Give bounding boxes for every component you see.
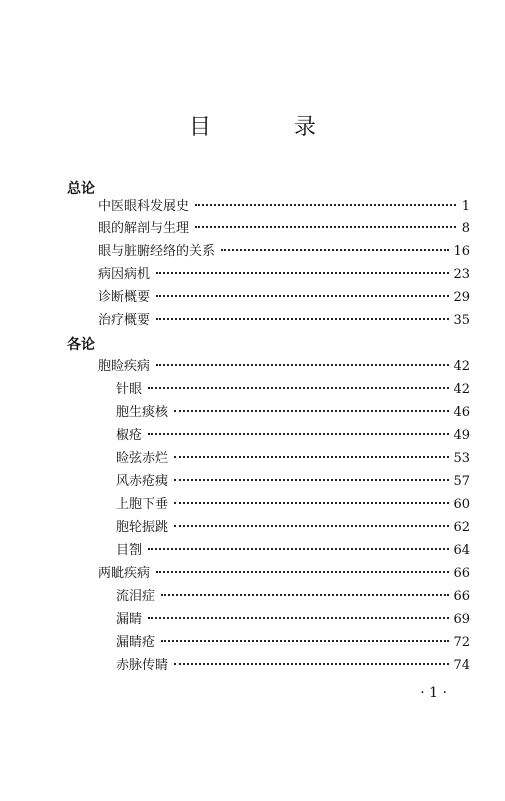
toc-entry-label: 两眦疾病	[98, 566, 151, 581]
toc-entry-page: 42	[453, 359, 470, 374]
leader-dots	[148, 387, 449, 389]
toc-entry[interactable]	[116, 611, 470, 629]
toc-entry-label: 病因病机	[98, 267, 151, 282]
toc-entry-page: 46	[453, 405, 470, 420]
section-heading-general: 总论	[67, 181, 95, 197]
toc-entry-label: 针眼	[116, 382, 143, 397]
toc-entry-page: 23	[453, 267, 470, 282]
leader-dots	[174, 663, 449, 665]
toc-entry[interactable]	[116, 496, 470, 514]
page-number: · 1 ·	[420, 685, 447, 701]
leader-dots	[156, 364, 449, 366]
leader-dots	[156, 318, 449, 320]
toc-entry[interactable]	[116, 634, 470, 652]
toc-entry[interactable]	[116, 542, 470, 560]
toc-entry[interactable]	[98, 565, 470, 583]
section-heading-specific: 各论	[67, 337, 95, 353]
toc-entry-page: 16	[453, 244, 470, 259]
leader-dots	[156, 571, 449, 573]
leader-dots	[195, 226, 456, 228]
toc-entry-label: 胞轮振跳	[116, 520, 169, 535]
toc-entry-page: 1	[461, 199, 470, 214]
toc-entry-label: 中医眼科发展史	[98, 199, 190, 214]
toc-entry-label: 漏睛疮	[116, 635, 156, 650]
toc-entry[interactable]	[116, 404, 470, 422]
toc-entry-label: 眼与脏腑经络的关系	[98, 244, 216, 259]
toc-entry-label: 风赤疮痍	[116, 474, 169, 489]
leader-dots	[148, 433, 449, 435]
toc-entry[interactable]	[98, 243, 470, 261]
toc-entry[interactable]	[98, 312, 470, 330]
toc-entry-page: 69	[453, 612, 470, 627]
toc-entry[interactable]	[116, 450, 470, 468]
leader-dots	[174, 410, 449, 412]
leader-dots	[174, 456, 449, 458]
leader-dots	[195, 204, 456, 206]
toc-entry-page: 42	[453, 382, 470, 397]
toc-entry-page: 66	[453, 566, 470, 581]
toc-entry[interactable]	[98, 198, 470, 216]
toc-entry[interactable]	[116, 473, 470, 491]
toc-entry[interactable]	[98, 289, 470, 307]
toc-entry[interactable]	[116, 519, 470, 537]
toc-entry-label: 胞睑疾病	[98, 359, 151, 374]
leader-dots	[156, 272, 449, 274]
toc-entry-label: 胞生痰核	[116, 405, 169, 420]
leader-dots	[161, 594, 449, 596]
toc-entry[interactable]	[116, 588, 470, 606]
toc-entry-label: 治疗概要	[98, 313, 151, 328]
leader-dots	[221, 249, 449, 251]
toc-entry[interactable]	[98, 220, 470, 238]
toc-entry-page: 8	[461, 221, 470, 236]
toc-entry-page: 29	[453, 290, 470, 305]
toc-entry-label: 诊断概要	[98, 290, 151, 305]
toc-entry-page: 66	[453, 589, 470, 604]
toc-entry-label: 睑弦赤烂	[116, 451, 169, 466]
toc-entry-label: 赤脉传睛	[116, 658, 169, 673]
toc-entry-page: 53	[453, 451, 470, 466]
toc-entry-label: 椒疮	[116, 428, 143, 443]
toc-entry-label: 流泪症	[116, 589, 156, 604]
toc-entry-label: 漏睛	[116, 612, 143, 627]
leader-dots	[156, 295, 449, 297]
leader-dots	[174, 502, 449, 504]
toc-entry-page: 49	[453, 428, 470, 443]
toc-entry-page: 35	[453, 313, 470, 328]
toc-entry[interactable]	[98, 266, 470, 284]
leader-dots	[174, 525, 449, 527]
page-title: 目 录	[189, 115, 354, 140]
toc-entry-page: 62	[453, 520, 470, 535]
toc-entry[interactable]	[98, 358, 470, 376]
toc-entry[interactable]	[116, 657, 470, 675]
toc-entry-page: 60	[453, 497, 470, 512]
leader-dots	[148, 617, 449, 619]
toc-entry-label: 眼的解剖与生理	[98, 221, 190, 236]
toc-entry-page: 74	[453, 658, 470, 673]
toc-entry-label: 上胞下垂	[116, 497, 169, 512]
toc-entry-page: 72	[453, 635, 470, 650]
toc-entry-label: 目劄	[116, 543, 143, 558]
leader-dots	[148, 548, 449, 550]
leader-dots	[161, 640, 449, 642]
toc-entry-page: 64	[453, 543, 470, 558]
leader-dots	[174, 479, 449, 481]
toc-entry[interactable]	[116, 427, 470, 445]
toc-entry-page: 57	[453, 474, 470, 489]
toc-entry[interactable]	[116, 381, 470, 399]
